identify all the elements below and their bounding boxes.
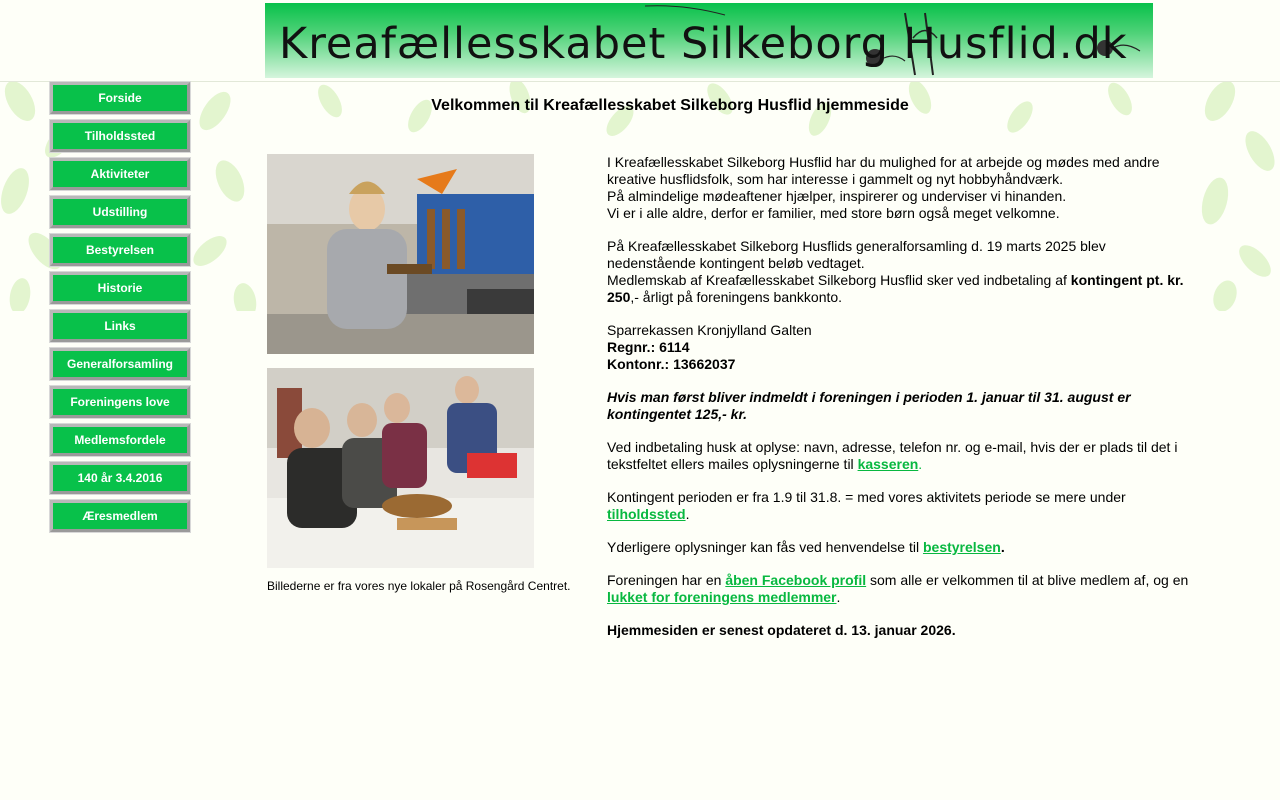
payment-note: Ved indbetaling husk at oplyse: navn, adresse, telefon nr. og e-mail, hvis der er plads til det i tekstfeltet ellers mailes oplysningerne til kasseren. [607, 439, 1178, 472]
nav-item-generalforsamling[interactable]: Generalforsamling [50, 348, 190, 380]
nav-item-foreningens-love[interactable]: Foreningens love [50, 386, 190, 418]
facebook-closed-link[interactable]: lukket for foreningens medlemmer [607, 589, 837, 605]
nav-item-aeresmedlem[interactable]: Æresmedlem [50, 500, 190, 532]
nav-item-bestyrelsen[interactable]: Bestyrelsen [50, 234, 190, 266]
nav-item-140-aar[interactable]: 140 år 3.4.2016 [50, 462, 190, 494]
facebook-open-link[interactable]: åben Facebook profil [725, 572, 867, 588]
membership-paragraph: På Kreafællesskabet Silkeborg Husflids generalforsamling d. 19 marts 2025 blev nedenstående kontingent beløb vedtaget. Medlemskab af Kreafællesskabet Silkeborg Husflid sker ved indbetaling af kontingent pt. kr. 250,- årligt på foreningens bankkonto. [607, 238, 1184, 305]
nav-item-links[interactable]: Links [50, 310, 190, 342]
bank-kontonr: Kontonr.: 13662037 [607, 356, 736, 372]
tilholdssted-link[interactable]: tilholdssted [607, 506, 686, 522]
bank-regnr: Regnr.: 6114 [607, 339, 690, 355]
intro-paragraph: I Kreafællesskabet Silkeborg Husflid har du mulighed for at arbejde og mødes med andre kreative husflidsfolk, som har interesse i gammelt og nyt hobbyhåndværk. På almindelige mødeaftener hjælper, inspirerer og underviser vi hinanden. Vi er i alle aldre, derfor er familier, med store børn også meget velkomne. [607, 154, 1160, 221]
site-banner[interactable] [265, 3, 1153, 78]
reduced-fee-note: Hvis man først bliver indmeldt i foreningen i perioden 1. januar til 31. august er kontingentet 125,- kr. [607, 389, 1131, 422]
contact-note: Yderligere oplysninger kan fås ved henvendelse til bestyrelsen. [607, 539, 1005, 555]
workshop-photo-lathe [267, 154, 534, 354]
nav-item-tilholdssted[interactable]: Tilholdssted [50, 120, 190, 152]
nav-item-historie[interactable]: Historie [50, 272, 190, 304]
nav-item-udstilling[interactable]: Udstilling [50, 196, 190, 228]
nav-item-medlemsfordele[interactable]: Medlemsfordele [50, 424, 190, 456]
bank-name: Sparrekassen Kronjylland Galten [607, 322, 812, 338]
banner-title: Kreafællesskabet Silkeborg Husflid.dk [279, 19, 1128, 69]
kasseren-link[interactable]: kasseren [857, 456, 919, 472]
last-updated: Hjemmesiden er senest opdateret d. 13. januar 2026. [607, 622, 956, 638]
bestyrelsen-link[interactable]: bestyrelsen [922, 539, 1001, 555]
workshop-photo-carving [267, 368, 534, 568]
nav-item-forside[interactable]: Forside [50, 82, 190, 114]
membership-fee: kontingent pt. kr. 250 [607, 272, 1184, 305]
bank-details [607, 322, 1197, 373]
photo-caption: Billederne er fra vores nye lokaler på Rosengård Centret. [267, 579, 571, 593]
facebook-note: Foreningen har en åben Facebook profil som alle er velkommen til at blive medlem af, og en lukket for foreningens medlemmer. [607, 572, 1189, 605]
page-title: Velkommen til Kreafællesskabet Silkeborg Husflid hjemmeside [431, 97, 909, 114]
sidebar-nav [50, 82, 190, 538]
nav-item-aktiviteter[interactable]: Aktiviteter [50, 158, 190, 190]
period-note: Kontingent perioden er fra 1.9 til 31.8. = med vores aktivitets periode se mere under tilholdssted. [607, 489, 1126, 522]
main-content [607, 154, 1197, 655]
